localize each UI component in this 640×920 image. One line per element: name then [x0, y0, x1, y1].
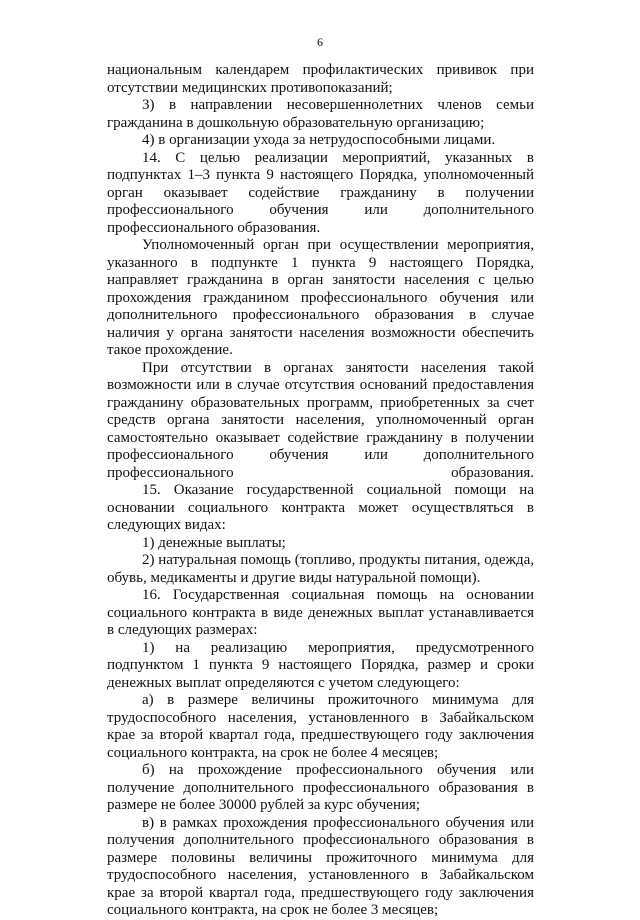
list-item-4-care: 4) в организации ухода за нетрудоспособными лицами. [142, 132, 496, 148]
paragraph-no-possibility: При отсутствии в органах занятости населения такой возможности или в случае отсутствия оснований предоставления гражданину образовательных программ, приобретенных за счет средств органа занятости населения, уполномоченный орган самостоятельно оказывает содействие гражданину в получении профессионального обучения или дополнительного профессионального образования. [107, 359, 534, 481]
subitem-a: а) в размере величины прожиточного минимума для трудоспособного населения, установленного в Забайкальском крае за второй квартал года, предшествующего году заключения социального контракта, на срок не более 4 месяцев; [107, 692, 534, 761]
list-item-3-preschool: 3) в направлении несовершеннолетних членов семьи гражданина в дошкольную образовательную организацию; [107, 97, 534, 131]
clause-15: 15. Оказание государственной социальной помощи на основании социального контракта может осуществляться в следующих видах: [107, 482, 534, 533]
list-item-2-in-kind: 2) натуральная помощь (топливо, продукты питания, одежда, обувь, медикаменты и другие виды натуральной помощи). [107, 552, 534, 586]
paragraph-vaccination-continuation: национальным календарем профилактических прививок при отсутствии медицинских противопоказаний; [107, 62, 534, 96]
clause-16: 16. Государственная социальная помощь на основании социального контракта в виде денежных выплат устанавливается в следующих размерах: [107, 587, 534, 638]
paragraph-authorized-body: Уполномоченный орган при осуществлении мероприятия, указанного в подпункте 1 пункта 9 настоящего Порядка, направляет гражданина в орган занятости населения с целью прохождения гражданином профессионального обучения или дополнительного профессионального образования в случае наличия у органа занятости населения возможности обеспечить такое прохождение. [107, 237, 534, 358]
page-number: 6 [317, 35, 323, 49]
list-item-16-1: 1) на реализацию мероприятия, предусмотренного подпунктом 1 пункта 9 настоящего Порядка, размер и сроки денежных выплат определяются с учетом следующего: [107, 639, 534, 691]
list-item-1-cash: 1) денежные выплаты; [142, 534, 286, 551]
subitem-v: в) в рамках прохождения профессионального обучения или получения дополнительного профессионального образования в размере половины величины прожиточного минимума для трудоспособного населения, установленного в Забайкальском крае за второй квартал года, предшествующего году заключения социального контракта, на срок не более 3 месяцев; [107, 814, 534, 918]
document-body [107, 62, 534, 920]
subitem-b: б) на прохождение профессионального обучения или получение дополнительного профессионального образования в размере не более 30000 рублей за курс обучения; [107, 762, 534, 813]
clause-14: 14. С целью реализации мероприятий, указанных в подпунктах 1–3 пункта 9 настоящего Порядка, уполномоченный орган оказывает содействие гражданину в получении профессионального обучения или дополнительного профессионального образования. [107, 149, 534, 236]
